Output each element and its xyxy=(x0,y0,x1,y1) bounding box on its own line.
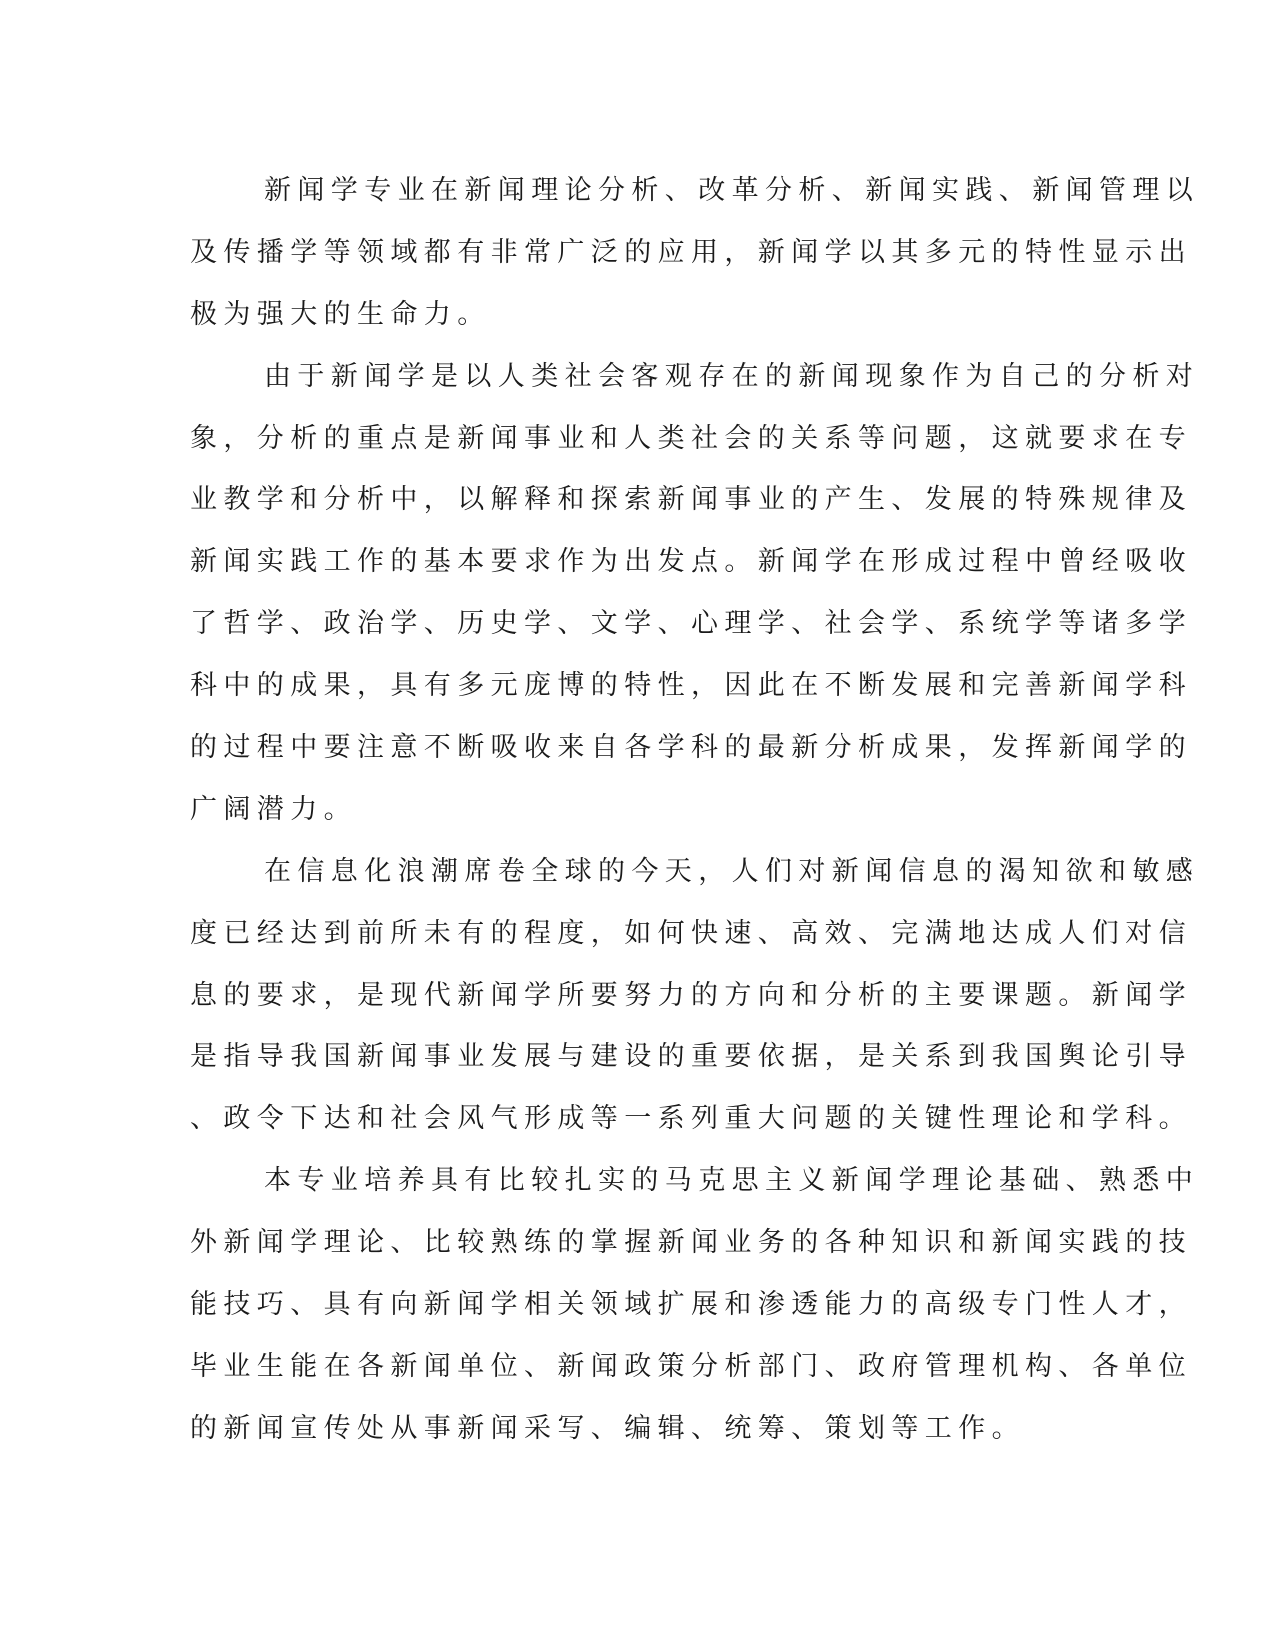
paragraph-3-line-5: 、政令下达和社会风气形成等一系列重大问题的关键性理论和学科。 xyxy=(190,1103,1192,1135)
paragraph-2-line-3: 业教学和分析中，以解释和探索新闻事业的产生、发展的特殊规律及 xyxy=(190,484,1192,516)
paragraph-3-line-1: 在信息化浪潮席卷全球的今天，人们对新闻信息的渴知欲和敏感 xyxy=(264,855,1200,887)
paragraph-2-line-6: 科中的成果，具有多元庞博的特性，因此在不断发展和完善新闻学科 xyxy=(190,670,1192,702)
paragraph-4-line-3: 能技巧、具有向新闻学相关领域扩展和渗透能力的高级专门性人才， xyxy=(190,1289,1192,1321)
paragraph-1-line-1: 新闻学专业在新闻理论分析、改革分析、新闻实践、新闻管理以 xyxy=(264,175,1200,206)
paragraph-3-line-2: 度已经达到前所未有的程度，如何快速、高效、完满地达成人们对信 xyxy=(190,917,1192,949)
paragraph-4-line-4: 毕业生能在各新闻单位、新闻政策分析部门、政府管理机构、各单位 xyxy=(190,1350,1192,1382)
paragraph-3-line-3: 息的要求，是现代新闻学所要努力的方向和分析的主要课题。新闻学 xyxy=(190,979,1192,1011)
paragraph-2-line-2: 象，分析的重点是新闻事业和人类社会的关系等问题，这就要求在专 xyxy=(190,422,1192,454)
paragraph-3-line-4: 是指导我国新闻事业发展与建设的重要依据，是关系到我国舆论引导 xyxy=(190,1041,1192,1073)
paragraph-4-line-5: 的新闻宣传处从事新闻采写、编辑、统筹、策划等工作。 xyxy=(190,1412,1025,1444)
document-body xyxy=(190,160,1200,1460)
paragraph-2-line-1: 由于新闻学是以人类社会客观存在的新闻现象作为自己的分析对 xyxy=(264,360,1200,392)
paragraph-4-line-2: 外新闻学理论、比较熟练的掌握新闻业务的各种知识和新闻实践的技 xyxy=(190,1227,1192,1259)
paragraph-2-line-5: 了哲学、政治学、历史学、文学、心理学、社会学、系统学等诸多学 xyxy=(190,608,1192,640)
paragraph-1-line-3: 极为强大的生命力。 xyxy=(190,298,491,330)
paragraph-2-line-4: 新闻实践工作的基本要求作为出发点。新闻学在形成过程中曾经吸收 xyxy=(190,546,1192,578)
paragraph-2-line-7: 的过程中要注意不断吸收来自各学科的最新分析成果，发挥新闻学的 xyxy=(190,732,1192,764)
paragraph-2-line-8: 广阔潜力。 xyxy=(190,793,357,825)
paragraph-4-line-1: 本专业培养具有比较扎实的马克思主义新闻学理论基础、熟悉中 xyxy=(264,1165,1200,1197)
paragraph-1-line-2: 及传播学等领域都有非常广泛的应用，新闻学以其多元的特性显示出 xyxy=(190,236,1192,268)
